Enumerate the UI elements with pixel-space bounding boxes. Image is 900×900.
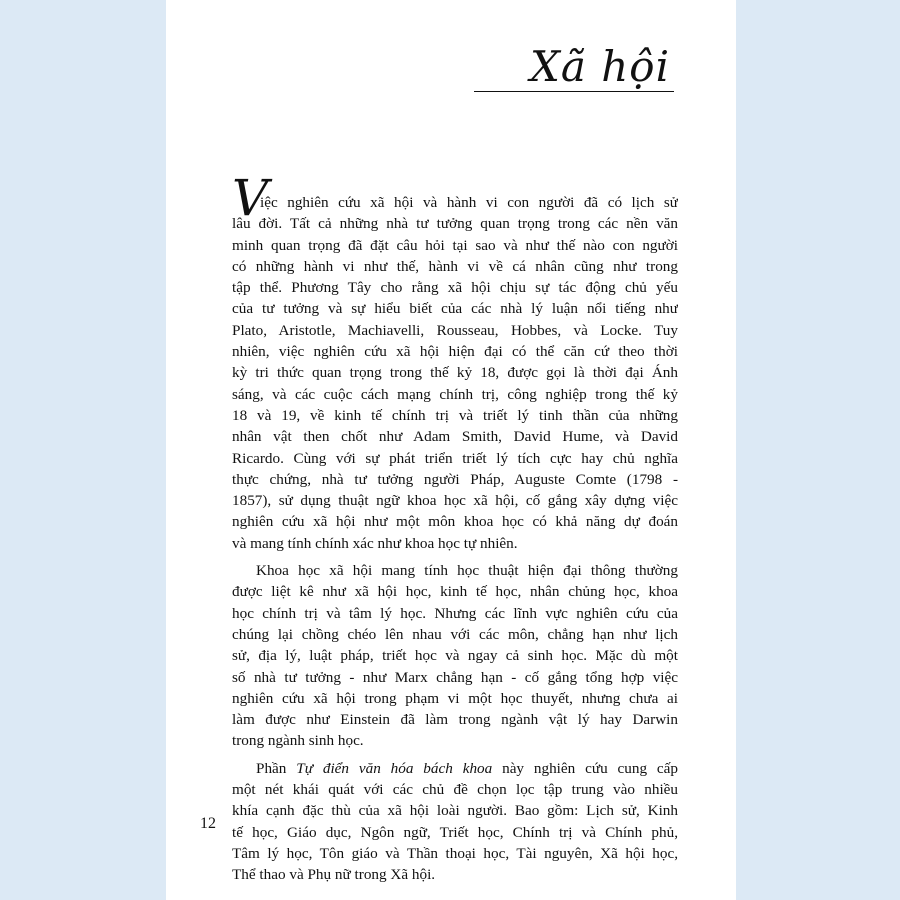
paragraph-2-line: học chính trị và tâm lý học. Nhưng các lĩnh vực nghiên cứu của <box>232 604 678 622</box>
paragraph-1-line: có những hành vi như thế, hành vi về cá nhân cũng như trong <box>232 257 678 275</box>
paragraph-1-line: nhân vật then chốt như Adam Smith, David Hume, và David <box>232 428 678 446</box>
paragraph-1-line: lâu đời. Tất cả những nhà tư tưởng quan trọng trong các nền văn <box>232 215 678 233</box>
paragraph-1-line: và mang tính chính xác như khoa học tự nhiên. <box>232 534 518 552</box>
paragraph-1-line: 1857), sử dụng thuật ngữ khoa học xã hội, cố gắng xây dựng việc <box>232 492 678 510</box>
book-title-italic: Tự điển văn hóa bách khoa <box>296 759 493 777</box>
paragraph-1-line: Plato, Aristotle, Machiavelli, Rousseau, Hobbes, và Locke. Tuy <box>232 321 678 339</box>
chapter-title: Xã hội <box>529 42 670 91</box>
paragraph-1-line: tập thể. Phương Tây cho rằng xã hội chịu sự tác động chủ yếu <box>232 279 678 297</box>
paragraph-3-line: Thể thao và Phụ nữ trong Xã hội. <box>232 866 436 884</box>
paragraph-1-line: thực chứng, nhà tư tưởng người Pháp, Auguste Comte (1798 - <box>232 470 678 488</box>
paragraph-3-line: tế học, Giáo dục, Ngôn ngữ, Triết học, Chính trị và Chính phủ, <box>232 823 678 841</box>
paragraph-3-prefix: Phần <box>256 759 297 777</box>
paragraph-3-suffix: này nghiên cứu cung cấp <box>492 759 678 777</box>
header-rule <box>474 91 674 92</box>
paragraph-2-line: trong ngành sinh học. <box>232 732 364 750</box>
paragraph-1-line: kỳ tri thức quan trọng trong thế kỷ 18, được gọi là thời đại Ánh <box>232 364 678 382</box>
paragraph-2-line: số nhà tư tưởng - như Marx chẳng hạn - cố gắng tổng hợp việc <box>232 668 678 686</box>
paragraph-1-line: Ricardo. Cùng với sự phát triển triết lý tích cực hay chủ nghĩa <box>232 449 678 467</box>
paragraph-2-line: sử, địa lý, luật pháp, triết học và ngay cả sinh học. Mặc dù một <box>232 647 678 665</box>
paragraph-3-line: một nét khái quát với các chủ đề chọn lọc tập trung vào nhiều <box>232 781 678 799</box>
page-number: 12 <box>200 815 216 832</box>
paragraph-1-line: iệc nghiên cứu xã hội và hành vi con người đã có lịch sử <box>260 194 678 211</box>
drop-cap: V <box>232 169 269 227</box>
paragraph-1-line: minh quan trọng đã đặt câu hỏi tại sao và như thế nào con người <box>232 236 678 254</box>
paragraph-3-line <box>232 758 678 779</box>
paragraph-1-line: sáng, và các cuộc cách mạng chính trị, công nghiệp trong thế kỷ <box>232 385 678 403</box>
paragraph-2-line: Khoa học xã hội mang tính học thuật hiện đại thông thường <box>256 562 678 580</box>
body-text <box>232 192 678 886</box>
paragraph-2-line: làm được như Einstein đã làm trong ngành vật lý hay Darwin <box>232 711 678 729</box>
paragraph-2-line: nghiên cứu xã hội trong phạm vi một học thuyết, nhưng chưa ai <box>232 689 678 707</box>
paragraph-1-line: nghiên cứu xã hội như một môn khoa học có khả năng dự đoán <box>232 513 678 531</box>
paragraph-1-line: của tư tưởng và sự hiểu biết của các nhà lý luận nổi tiếng như <box>232 300 678 318</box>
paragraph-3-line: Tâm lý học, Tôn giáo và Thần thoại học, Tài nguyên, Xã hội học, <box>232 844 678 862</box>
paragraph-2-line: chúng lại chồng chéo lên nhau với các môn, chẳng hạn như lịch <box>232 625 678 643</box>
paragraph-1-line: 18 và 19, về kinh tế chính trị và triết lý tinh thần của những <box>232 406 678 424</box>
paragraph-2-line: được liệt kê như xã hội học, kinh tế học, nhân chủng học, khoa <box>232 583 678 601</box>
paragraph-3-line: khía cạnh đặc thù của xã hội loài người. Bao gồm: Lịch sử, Kinh <box>232 802 678 820</box>
paragraph-1-line: nhiên, việc nghiên cứu xã hội hiện đại có thể căn cứ theo thời <box>232 343 678 361</box>
